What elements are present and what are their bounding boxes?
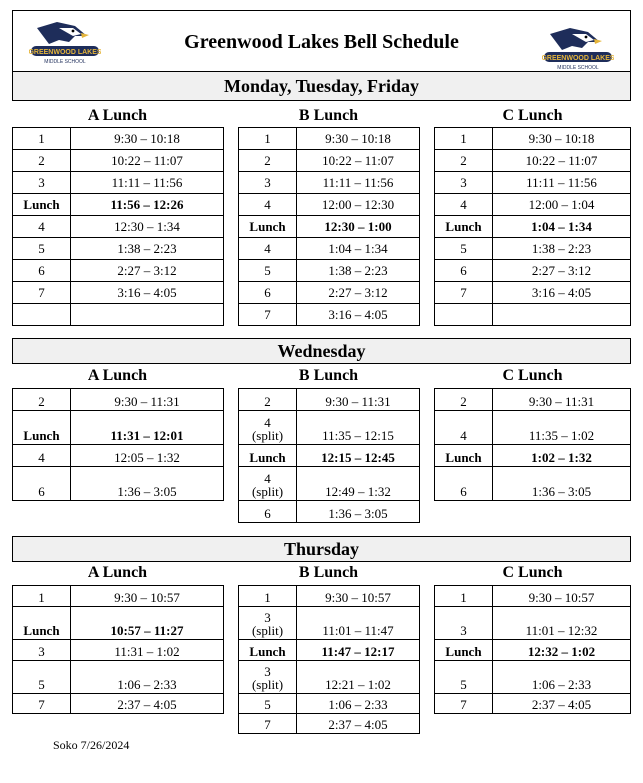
time: 11:31 – 1:02 <box>71 640 224 661</box>
time: 10:57 – 11:27 <box>71 607 224 640</box>
period: 4 <box>264 415 271 430</box>
time: 11:11 – 11:56 <box>71 172 224 194</box>
period: 4 <box>435 411 493 445</box>
period: 5 <box>435 238 493 260</box>
time: 1:06 – 2:33 <box>71 661 224 694</box>
split-note: (split) <box>251 623 284 638</box>
period: Lunch <box>239 445 297 467</box>
period: 1 <box>13 586 71 607</box>
time: 9:30 – 10:57 <box>297 586 420 607</box>
period: 3 <box>435 607 493 640</box>
time <box>493 304 631 326</box>
period: Lunch <box>13 194 71 216</box>
page-title: Greenwood Lakes Bell Schedule <box>184 31 459 53</box>
period: 5 <box>239 260 297 282</box>
lunch-label: B Lunch <box>298 107 359 124</box>
time: 9:30 – 10:57 <box>71 586 224 607</box>
split-note: (split) <box>251 677 284 692</box>
section-heading-wednesday: Wednesday <box>12 338 631 364</box>
footer-note: Soko 7/26/2024 <box>53 738 130 752</box>
logo-text: GREENWOOD LAKES <box>29 49 101 56</box>
period: 4 <box>435 194 493 216</box>
time: 11:35 – 1:02 <box>493 411 631 445</box>
time: 9:30 – 11:31 <box>71 389 224 411</box>
schedule-table <box>434 127 631 326</box>
time: 1:38 – 2:23 <box>71 238 224 260</box>
time: 1:04 – 1:34 <box>297 238 420 260</box>
time: 2:37 – 4:05 <box>297 714 420 734</box>
period: 7 <box>239 714 297 734</box>
period: 6 <box>13 260 71 282</box>
period: 6 <box>13 467 71 501</box>
time: 11:01 – 11:47 <box>297 607 420 640</box>
logo-subtext: MIDDLE SCHOOL <box>557 65 599 71</box>
logo-text: GREENWOOD LAKES <box>542 55 614 62</box>
time: 12:15 – 12:45 <box>297 445 420 467</box>
period: 5 <box>239 694 297 714</box>
period: 7 <box>435 282 493 304</box>
period: 7 <box>13 282 71 304</box>
time: 12:21 – 1:02 <box>297 661 420 694</box>
period: Lunch <box>435 445 493 467</box>
time: 11:11 – 11:56 <box>297 172 420 194</box>
time: 1:38 – 2:23 <box>297 260 420 282</box>
period: 4 <box>264 471 271 486</box>
schedule-table <box>238 388 420 523</box>
time: 3:16 – 4:05 <box>71 282 224 304</box>
period: 7 <box>239 304 297 326</box>
split-note: (split) <box>251 484 284 499</box>
period <box>13 304 71 326</box>
period: 2 <box>239 150 297 172</box>
period: 3 <box>239 172 297 194</box>
period: Lunch <box>435 216 493 238</box>
time: 10:22 – 11:07 <box>71 150 224 172</box>
section-heading-thursday: Thursday <box>12 536 631 562</box>
period: 2 <box>13 150 71 172</box>
lunch-label: B Lunch <box>298 564 359 581</box>
time: 11:56 – 12:26 <box>71 194 224 216</box>
period: 6 <box>435 260 493 282</box>
lunch-label: C Lunch <box>502 107 563 124</box>
time: 12:00 – 12:30 <box>297 194 420 216</box>
period: 1 <box>13 128 71 150</box>
time: 2:27 – 3:12 <box>493 260 631 282</box>
time: 1:36 – 3:05 <box>297 501 420 523</box>
lunch-label: A Lunch <box>87 564 148 581</box>
time: 9:30 – 11:31 <box>297 389 420 411</box>
time: 12:32 – 1:02 <box>493 640 631 661</box>
period: 2 <box>435 389 493 411</box>
period: 6 <box>239 282 297 304</box>
time: 10:22 – 11:07 <box>493 150 631 172</box>
time: 12:30 – 1:00 <box>297 216 420 238</box>
period: Lunch <box>435 640 493 661</box>
period: 7 <box>13 694 71 714</box>
schedule-table <box>238 585 420 734</box>
time: 1:06 – 2:33 <box>493 661 631 694</box>
period: 2 <box>435 150 493 172</box>
period: 5 <box>435 661 493 694</box>
split-note: (split) <box>251 428 284 443</box>
period: 1 <box>435 128 493 150</box>
time: 11:01 – 12:32 <box>493 607 631 640</box>
time: 9:30 – 11:31 <box>493 389 631 411</box>
time: 1:02 – 1:32 <box>493 445 631 467</box>
time: 11:31 – 12:01 <box>71 411 224 445</box>
period: 3 <box>264 610 271 625</box>
period: 4 <box>13 445 71 467</box>
period: 4 <box>239 194 297 216</box>
schedule-table <box>434 585 631 714</box>
period: 3 <box>435 172 493 194</box>
period <box>435 304 493 326</box>
period: Lunch <box>13 411 71 445</box>
time: 2:37 – 4:05 <box>493 694 631 714</box>
time: 1:36 – 3:05 <box>493 467 631 501</box>
period: 3 <box>13 640 71 661</box>
period: 2 <box>13 389 71 411</box>
time: 9:30 – 10:57 <box>493 586 631 607</box>
time <box>71 304 224 326</box>
period: 6 <box>239 501 297 523</box>
period: Lunch <box>239 216 297 238</box>
time: 9:30 – 10:18 <box>493 128 631 150</box>
schedule-table <box>238 127 420 326</box>
time: 1:06 – 2:33 <box>297 694 420 714</box>
time: 2:27 – 3:12 <box>71 260 224 282</box>
time: 11:47 – 12:17 <box>297 640 420 661</box>
period: 6 <box>435 467 493 501</box>
period: 3 <box>264 664 271 679</box>
time: 12:05 – 1:32 <box>71 445 224 467</box>
logo-subtext: MIDDLE SCHOOL <box>44 59 86 65</box>
period: 1 <box>239 128 297 150</box>
time: 3:16 – 4:05 <box>493 282 631 304</box>
period: 1 <box>239 586 297 607</box>
period: Lunch <box>239 640 297 661</box>
lunch-label: B Lunch <box>298 367 359 384</box>
period: 2 <box>239 389 297 411</box>
time: 11:11 – 11:56 <box>493 172 631 194</box>
period: Lunch <box>13 607 71 640</box>
period: 1 <box>435 586 493 607</box>
time: 2:37 – 4:05 <box>71 694 224 714</box>
time: 2:27 – 3:12 <box>297 282 420 304</box>
lunch-label: C Lunch <box>502 564 563 581</box>
period: 4 <box>239 238 297 260</box>
period: 3 <box>13 172 71 194</box>
time: 1:04 – 1:34 <box>493 216 631 238</box>
time: 10:22 – 11:07 <box>297 150 420 172</box>
time: 9:30 – 10:18 <box>71 128 224 150</box>
schedule-table <box>12 585 224 714</box>
time: 9:30 – 10:18 <box>297 128 420 150</box>
time: 1:36 – 3:05 <box>71 467 224 501</box>
schedule-table <box>12 388 224 501</box>
time: 12:30 – 1:34 <box>71 216 224 238</box>
time: 12:49 – 1:32 <box>297 467 420 501</box>
time: 12:00 – 1:04 <box>493 194 631 216</box>
lunch-label: C Lunch <box>502 367 563 384</box>
eagle-logo-right <box>542 24 614 72</box>
time: 1:38 – 2:23 <box>493 238 631 260</box>
title-box <box>12 10 631 72</box>
period: 5 <box>13 238 71 260</box>
lunch-label: A Lunch <box>87 107 148 124</box>
section-heading-mtf: Monday, Tuesday, Friday <box>12 71 631 101</box>
lunch-label: A Lunch <box>87 367 148 384</box>
time: 11:35 – 12:15 <box>297 411 420 445</box>
schedule-table <box>12 127 224 326</box>
time: 3:16 – 4:05 <box>297 304 420 326</box>
period: 7 <box>435 694 493 714</box>
schedule-table <box>434 388 631 501</box>
period: 4 <box>13 216 71 238</box>
period: 5 <box>13 661 71 694</box>
